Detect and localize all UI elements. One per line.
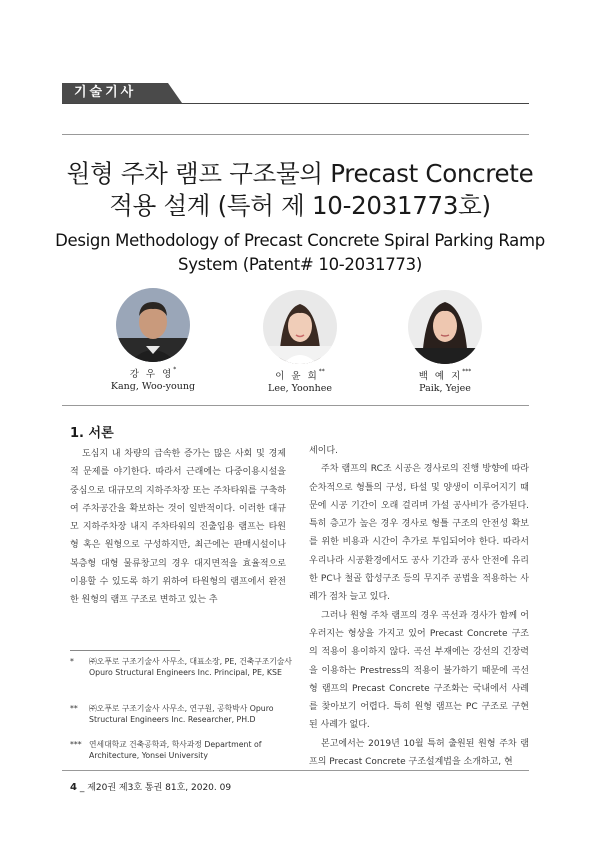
page-number: 4 [70,782,77,793]
body-paragraph: 세이다. [309,446,338,456]
body-paragraph: 본고에서는 2019년 10월 특허 출원된 원형 주차 램프의 Precast Concrete 구조설계법을 소개하고, 현 [309,738,529,768]
title-top-rule [62,134,529,135]
footnote-text: ㈜오푸로 구조기술사 사무소, 연구원, 공학박사 Opuro Structural Engineers Inc. Researcher, PH.D [89,704,274,724]
author-name-english: Paik, Yejee [419,383,471,394]
title-english-line-2: System (Patent# 10-2031773) [178,255,422,274]
footer-rule [62,770,529,771]
author-kang [93,288,213,392]
title-korean-line-2: 적용 설계 (특허 제 10-2031773호) [109,191,491,220]
author-name-korean: 이 윤 희 [275,371,319,382]
author-photo [263,290,337,364]
footnote-mark: *** [70,740,82,749]
author-name-korean: 백 예 지 [418,371,463,382]
issue-info: _ 제20권 제3호 통권 81호, 2020. 09 [79,783,232,793]
footnote-mark: * [70,657,74,666]
footnote-rule [70,650,180,651]
author-name-english: Kang, Woo-young [110,381,196,392]
footnote-mark: ** [70,704,78,713]
author-photo [116,288,190,362]
section-tab-rule [62,103,529,104]
body-column-left [70,445,286,610]
title-korean-line-1: 원형 주차 램프 구조물의 Precast Concrete [66,159,534,188]
section-tab-corner [168,83,182,103]
author-photo [408,290,482,364]
author-paik [385,290,505,394]
body-paragraph: 도심지 내 차량의 급속한 증가는 많은 사회 및 경제적 문제를 야기한다. 따라서 근래에는 다중이용시설을 중심으로 대규모의 지하주차장 또는 주차타워를 구축하여 주차공간을 확보하는 것이 일반적이다. 이러한 대규모 지하주차장 내지 주차타워의 진출입용 램프는 타원형 혹은 원형으로 구성하지만, 최근에는 판매시설이나 복층형 대형 물류창고의 경우 대지면적을 효율적으로 이용할 수 있도록 하기 위하여 타원형의 램프에서 완전한 원형의 램프 구조로 변하고 있는 추 [70,449,286,606]
footnote-text: 연세대학교 건축공학과, 학사과정 Department of Architecture, Yonsei University [89,740,262,760]
body-paragraph: 주차 램프의 RC조 시공은 경사로의 진행 방향에 따라 순차적으로 형틀의 구성, 타설 및 양생이 이루어지기 때문에 시공 기간이 오래 걸리며 가설 공사비가 증가된다. 특히 층고가 높은 경우 경사로 형틀 구조의 안전성 확보를 위한 비용과 시간이 추가로 투입되어야 한다. 따라서 우리나라 시공환경에서도 공사 기간과 공사 안전에 유리한 PC나 철골 합성구조 등의 무지주 공법을 적용하는 사례가 점차 늘고 있다. [309,464,529,603]
page-footer [70,780,231,793]
authors-bottom-rule [62,405,529,406]
author-name-english: Lee, Yoonhee [268,383,332,394]
title-english-line-1: Design Methodology of Precast Concrete Spiral Parking Ramp [55,231,545,250]
author-lee [240,290,360,394]
author-mark: ** [318,368,325,375]
footnote [70,740,295,761]
footnote [70,657,295,678]
body-column-right [309,442,529,771]
body-paragraph: 그러나 원형 주차 램프의 경우 곡선과 경사가 함께 어우러지는 형상을 가지고 있어 Precast Concrete 구조의 적용이 용이하지 않다. 곡선 부재에는 강선의 긴장력을 이용하는 Prestress의 적용이 불가하기 때문에 곡선형 램프의 Precast Concrete 구조화는 국내에서 사례를 찾아보기 어렵다. 특히 원형 램프는 PC 구조로 구현된 사례가 없다. [309,610,529,731]
section-tab-label: 기술기사 [74,85,137,100]
section-heading: 1. 서론 [70,426,114,441]
author-name-korean: 강 우 영 [129,369,174,380]
author-mark: * [173,366,177,373]
footnote [70,704,295,725]
author-mark: *** [462,368,472,375]
footnote-text: ㈜오푸로 구조기술사 사무소, 대표소장, PE, 건축구조기술사 Opuro Structural Engineers Inc. Principal, PE, KSE [89,657,292,677]
